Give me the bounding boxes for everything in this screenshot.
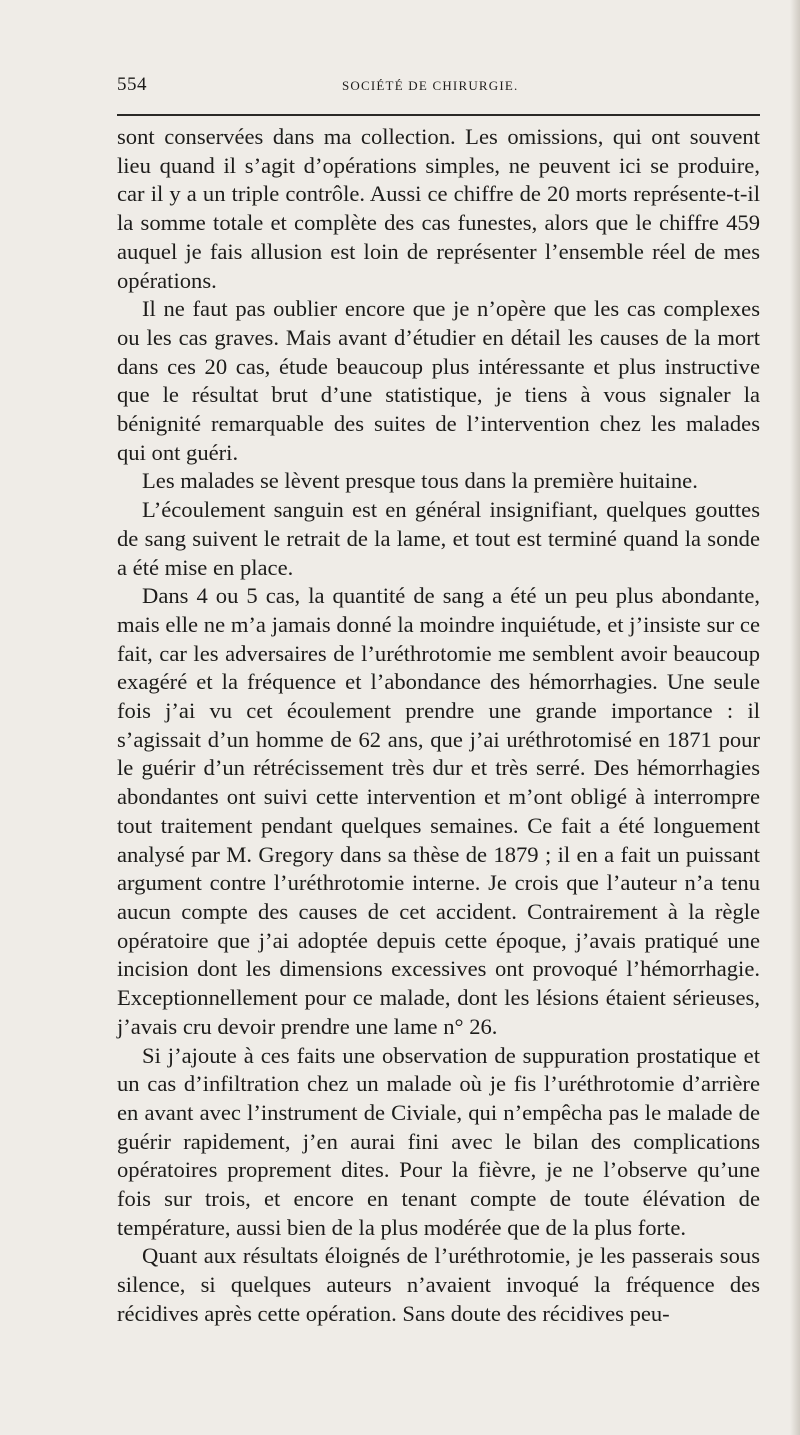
page-header (117, 74, 760, 102)
paragraph-5: Dans 4 ou 5 cas, la quantité de sang a été un peu plus abondante, mais elle ne m’a jamais donné la moindre inquiétude, et j’insiste sur ce fait, car les adversaires de l’uréthrotomie me semblent avoir beaucoup exagéré et la fréquence et l’abondance des hémorrhagies. Une seule fois j’ai vu cet écoulement prendre une grande importance : il s’agissait d’un homme de 62 ans, que j’ai uréthrotomisé en 1871 pour le guérir d’un rétrécissement très dur et très serré. Des hémorrhagies abondantes ont suivi cette intervention et m’ont obligé à interrompre tout traitement pendant quelques semaines. Ce fait a été longuement analysé par M. Gregory dans sa thèse de 1879 ; il en a fait un puissant argument contre l’uréthrotomie interne. Je crois que l’auteur n’a tenu aucun compte des causes de cet accident. Contrairement à la règle opératoire que j’ai adoptée depuis cette époque, j’avais pratiqué une incision dont les dimensions excessives ont provoqué l’hémorrhagie. Exceptionnellement pour ce malade, dont les lésions étaient sérieuses, j’avais cru devoir prendre une lame n° 26. (117, 583, 760, 1039)
paragraph-3: Les malades se lèvent presque tous dans la première huitaine. (142, 468, 698, 494)
body-text (117, 123, 760, 1329)
paragraph-2: Il ne faut pas oublier encore que je n’opère que les cas complexes ou les cas graves. Mais avant d’étudier en détail les causes de la mort dans ces 20 cas, étude beaucoup plus intéressante et plus instructive que le résultat brut d’une statistique, je tiens à vous signaler la bénignité remarquable des suites de l’intervention chez les malades qui ont guéri. (117, 296, 760, 465)
paragraph-6: Si j’ajoute à ces faits une observation de suppuration prostatique et un cas d’infiltration chez un malade où je fis l’uréthrotomie d’arrière en avant avec l’instrument de Civiale, qui n’empêcha pas le malade de guérir rapidement, j’en aurai fini avec le bilan des complications opératoires proprement dites. Pour la fièvre, je ne l’observe qu’une fois sur trois, et encore en tenant compte de toute élévation de température, aussi bien de la plus modérée que de la plus forte. (117, 1042, 760, 1240)
page-edge-shadow (790, 0, 800, 1435)
paragraph-7: Quant aux résultats éloignés de l’uréthrotomie, je les passerais sous silence, si quelques auteurs n’avaient invoqué la fréquence des récidives après cette opération. Sans doute des récidives peu- (117, 1243, 760, 1326)
running-title: SOCIÉTÉ DE CHIRURGIE. (342, 78, 519, 93)
paragraph-1: sont conservées dans ma collection. Les omissions, qui ont souvent lieu quand il s’agit d’opérations simples, ne peuvent ici se produire, car il y a un triple contrôle. Aussi ce chiffre de 20 morts représente-t-il la somme totale et complète des cas funestes, alors que le chiffre 459 auquel je fais allusion est loin de représenter l’ensemble réel de mes opérations. (117, 124, 760, 293)
page-number: 554 (117, 74, 147, 95)
paragraph-4: L’écoulement sanguin est en général insignifiant, quelques gouttes de sang suivent le retrait de la lame, et tout est terminé quand la sonde a été mise en place. (117, 497, 760, 580)
header-rule (117, 114, 760, 116)
